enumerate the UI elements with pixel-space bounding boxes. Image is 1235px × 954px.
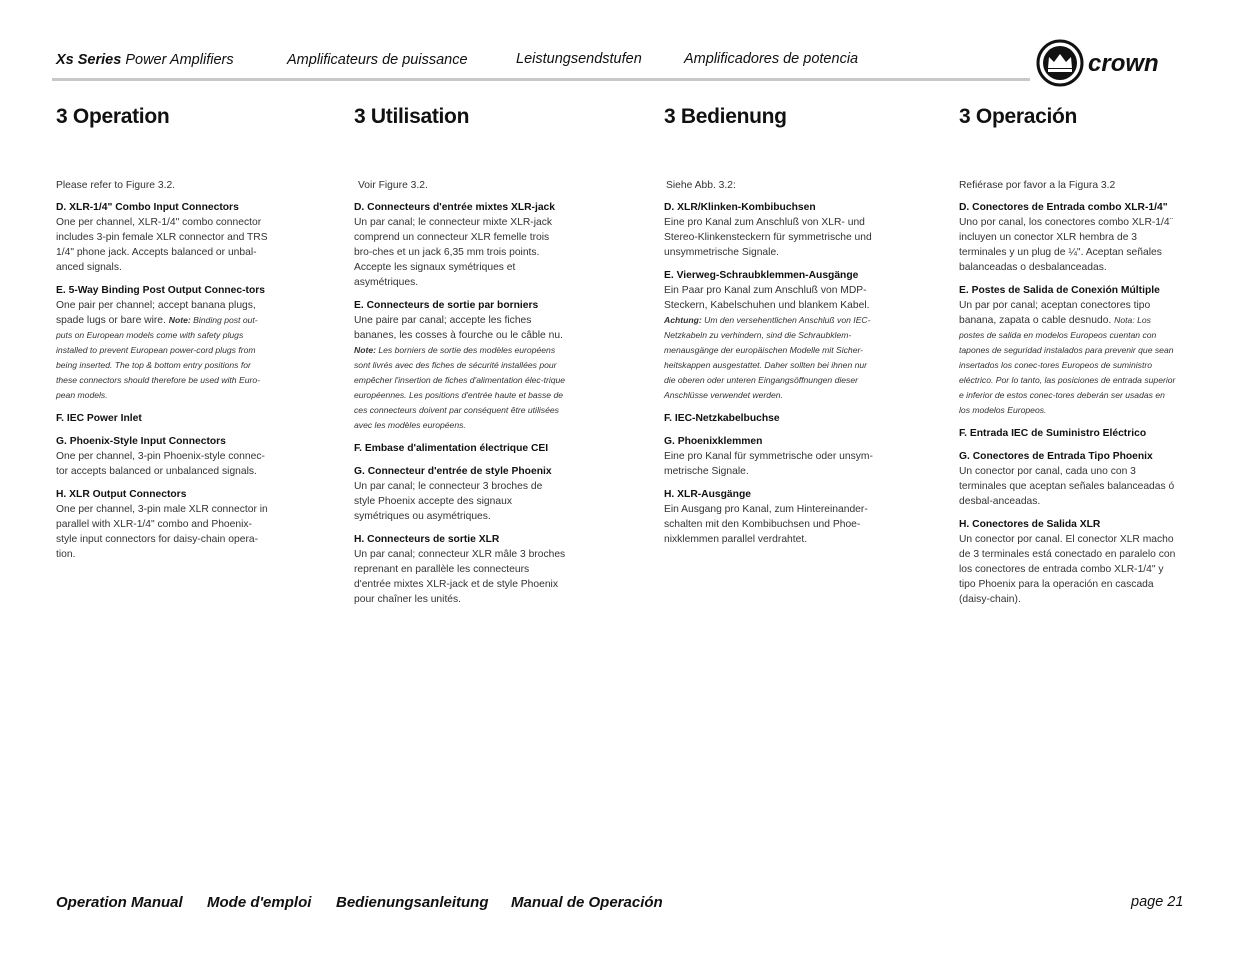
note-label: Note:: [168, 315, 191, 325]
connector-title: F. IEC Power Inlet: [56, 413, 142, 424]
page-number: page 21: [1131, 894, 1184, 910]
note-text: [354, 345, 565, 430]
connector-description: [56, 215, 268, 275]
note-body: Les borniers de sortie des modèles européens sont livrés avec des fiches de sécurité installées pour empêcher l'insertion de fiches d'alimentation élec-trique européennes. Les positions d'entrée haute et basse de ces connecteurs doivent par conséquent être utilisées avec les modèles européens.: [354, 345, 566, 430]
connector-section: [56, 283, 268, 403]
header-series: [56, 52, 234, 68]
connector-title: E. 5-Way Binding Post Output Connec-tors: [56, 285, 265, 296]
connector-section: [354, 464, 566, 524]
connector-description: [56, 298, 268, 403]
connector-section: [56, 434, 268, 479]
logo-text: crown: [1088, 50, 1159, 77]
connector-title: H. XLR-Ausgänge: [664, 489, 751, 500]
intro-text: Siehe Abb. 3.2:: [666, 180, 736, 191]
connector-description: [959, 298, 1177, 418]
note-label: Achtung:: [664, 315, 702, 325]
header-french: Amplificateurs de puissance: [287, 52, 468, 68]
connector-description: [959, 215, 1177, 275]
connector-title: H. XLR Output Connectors: [56, 489, 187, 500]
column-1: [56, 105, 268, 570]
connector-section: [959, 426, 1177, 441]
description-text: Ein Paar pro Kanal zum Anschluß von MDP-Steckern, Kabelschuhen und blankem Kabel.: [664, 285, 870, 311]
description-text: Un par por canal; aceptan conectores tipo banana, zapata o cable desnudo.: [959, 300, 1151, 326]
connector-description: [959, 464, 1177, 509]
header-german: Leistungsendstufen: [516, 51, 642, 67]
connector-title: H. Connecteurs de sortie XLR: [354, 534, 500, 545]
connector-title: E. Postes de Salida de Conexión Múltiple: [959, 285, 1160, 296]
footer-german: Bedienungsanleitung: [336, 894, 489, 911]
connector-description: [354, 313, 566, 433]
connector-title: D. XLR-1/4" Combo Input Connectors: [56, 202, 239, 213]
connector-description: [959, 532, 1177, 607]
section-heading: 3 Operation: [56, 105, 170, 128]
connector-title: E. Connecteurs de sortie par borniers: [354, 300, 539, 311]
column-3: [664, 105, 876, 555]
connector-section: [959, 517, 1177, 607]
column-4: [959, 105, 1177, 615]
connector-description: [664, 449, 876, 479]
section-heading: 3 Operación: [959, 105, 1078, 128]
description-text: One per channel, 3-pin male XLR connector in parallel with XLR-1/4" combo and Phoenix-style input connectors for daisy-chain opera-tion.: [56, 504, 268, 560]
footer-spanish: Manual de Operación: [511, 894, 663, 911]
connector-description: [664, 283, 876, 403]
header-spanish: Amplificadores de potencia: [684, 51, 859, 67]
connector-title: E. Vierweg-Schraubklemmen-Ausgänge: [664, 270, 859, 281]
connector-section: [959, 200, 1177, 275]
connector-section: [664, 200, 876, 260]
connector-section: [959, 283, 1177, 418]
connector-section: [664, 487, 876, 547]
connector-section: [354, 200, 566, 290]
connector-section: [56, 487, 268, 562]
description-text: One per channel, XLR-1/4" combo connector includes 3-pin female XLR connector and TRS 1/4" phone jack. Accepts balanced or unbal-anced signals.: [56, 217, 268, 273]
connector-title: D. Connecteurs d'entrée mixtes XLR-jack: [354, 202, 556, 213]
intro-text: Please refer to Figure 3.2.: [56, 180, 176, 191]
crown-logo-icon: [1036, 38, 1186, 88]
note-label: Note:: [354, 345, 376, 355]
connector-description: [354, 479, 566, 524]
connector-section: [56, 411, 268, 426]
description-text: Eine pro Kanal für symmetrische oder unsym-metrische Signale.: [664, 451, 873, 477]
note-body: Nota: Los postes de salida en modelos Europeos cuentan con tapones de seguridad instalados para prevenir que sean insertados los conec-tores Europeos de suministro eléctrico. Por lo tanto, las posiciones de entrada superior e inferior de estos conec-tores deberán ser usadas en los modelos Europeos.: [959, 315, 1176, 415]
connector-section: [354, 298, 566, 433]
connector-section: [56, 200, 268, 275]
connector-title: G. Connecteur d'entrée de style Phoenix: [354, 466, 552, 477]
connector-title: G. Phoenix-Style Input Connectors: [56, 436, 226, 447]
series-name: Xs Series: [56, 52, 122, 68]
note-text: [959, 315, 1175, 415]
connector-description: [56, 449, 268, 479]
description-text: Un conector por canal. El conector XLR macho de 3 terminales está conectado en paralelo con los conectores de entrada combo XLR-1/4" y tipo Phoenix para la operación en cascada (daisy-chain).: [959, 534, 1176, 605]
connector-description: [664, 215, 876, 260]
connector-section: [664, 434, 876, 479]
connector-title: G. Conectores de Entrada Tipo Phoenix: [959, 451, 1153, 462]
connector-section: [664, 268, 876, 403]
section-heading: 3 Utilisation: [354, 105, 470, 128]
intro-text: Voir Figure 3.2.: [358, 180, 428, 191]
footer-english: Operation Manual: [56, 894, 183, 911]
connector-description: [354, 547, 566, 607]
note-body: Um den versehentlichen Anschluß von IEC-Netzkabeln zu verhindern, sind die Schraubklem-menausgänge der europäischen Modelle mit Sicher-heitskappen ausgestattet. Daher sollten bei ihnen nur die oberen oder unteren Eingangsöffnungen dieser Anschlüsse verwendet werden.: [664, 315, 871, 400]
description-text: Une paire par canal; accepte les fiches bananes, les cosses à fourche ou le câble nu.: [354, 315, 563, 341]
connector-title: G. Phoenixklemmen: [664, 436, 763, 447]
description-text: One pair per channel; accept banana plugs, spade lugs or bare wire.: [56, 300, 256, 326]
connector-section: [354, 441, 566, 456]
description-text: Un par canal; connecteur XLR mâle 3 broches reprenant en parallèle les connecteurs d'entrée mixtes XLR-jack et de style Phoenix pour chaîner les unités.: [354, 549, 566, 605]
header-rule: [52, 78, 1030, 81]
connector-title: F. Entrada IEC de Suministro Eléctrico: [959, 428, 1147, 439]
connector-title: F. Embase d'alimentation électrique CEI: [354, 443, 549, 454]
intro-text: Refiérase por favor a la Figura 3.2: [959, 180, 1116, 191]
column-2: [354, 105, 566, 615]
connector-title: F. IEC-Netzkabelbuchse: [664, 413, 780, 424]
description-text: One per channel, 3-pin Phoenix-style connec-tor accepts balanced or unbalanced signals.: [56, 451, 265, 477]
connector-title: D. XLR/Klinken-Kombibuchsen: [664, 202, 816, 213]
connector-title: H. Conectores de Salida XLR: [959, 519, 1101, 530]
connector-section: [354, 532, 566, 607]
footer-french: Mode d'emploi: [207, 894, 312, 911]
description-text: Un conector por canal, cada uno con 3 terminales que aceptan señales balanceadas ó desbal-anceadas.: [959, 466, 1175, 507]
connector-description: [354, 215, 566, 290]
section-heading: 3 Bedienung: [664, 105, 787, 128]
connector-section: [959, 449, 1177, 509]
description-text: Un par canal; le connecteur mixte XLR-jack comprend un connecteur XLR femelle trois bro-ches et un jack 6,35 mm trois points. Accepte les signaux symétriques et asymétriques.: [354, 217, 553, 288]
series-subtitle: Power Amplifiers: [121, 52, 234, 68]
description-text: Ein Ausgang pro Kanal, zum Hintereinander-schalten mit den Kombibuchsen und Phoe-nixklemmen parallel verdrahtet.: [664, 504, 868, 545]
description-text: Eine pro Kanal zum Anschluß von XLR- und Stereo-Klinkensteckern für symmetrische und unsymmetrische Signale.: [664, 217, 872, 258]
connector-description: [56, 502, 268, 562]
connector-section: [664, 411, 876, 426]
note-text: [56, 315, 260, 400]
note-text: [664, 315, 871, 400]
connector-title: D. Conectores de Entrada combo XLR-1/4": [959, 202, 1168, 213]
description-text: Un par canal; le connecteur 3 broches de style Phoenix accepte des signaux symétriques ou asymétriques.: [354, 481, 543, 522]
description-text: Uno por canal, los conectores combo XLR-1/4¨ incluyen un conector XLR hembra de 3 terminales y un plug de ¼". Aceptan señales balanceadas o desbalanceadas.: [959, 217, 1174, 273]
note-body: Binding post out-puts on European models come with safety plugs installed to prevent European power-cord plugs from being inserted. The top & bottom entry positions for these connectors should therefore be used with Euro-pean models.: [56, 315, 260, 400]
connector-description: [664, 502, 876, 547]
